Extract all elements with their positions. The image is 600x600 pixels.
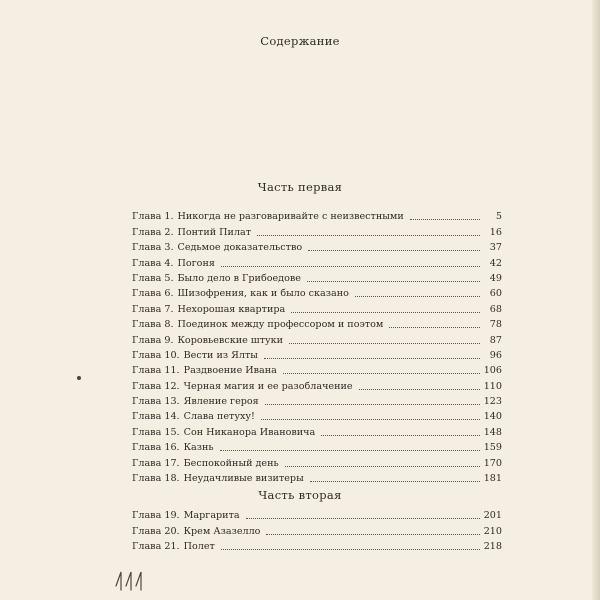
page-number: 123: [483, 396, 502, 408]
chapter-label: Глава 8.: [132, 319, 174, 331]
part-one-chapter-list: [132, 208, 502, 485]
dot-leader: [291, 311, 480, 313]
page-number: 78: [489, 319, 502, 331]
chapter-title: Казнь: [183, 442, 214, 454]
dot-leader: [221, 548, 480, 550]
page-number: 201: [483, 510, 502, 522]
dot-leader: [220, 449, 480, 451]
chapter-title: Крем Азазелло: [183, 525, 261, 537]
dot-leader: [285, 465, 480, 467]
toc-entry: [132, 439, 502, 454]
dot-leader: [310, 480, 480, 482]
toc-entry: [132, 254, 502, 269]
chapter-title: Неудачливые визитеры: [183, 473, 304, 485]
dot-leader: [257, 234, 480, 236]
dot-leader: [289, 342, 480, 344]
dot-leader: [264, 357, 480, 359]
toc-entry: [132, 470, 502, 485]
page-number: 181: [483, 473, 502, 485]
dot-leader: [410, 218, 480, 220]
chapter-label: Глава 10.: [132, 349, 180, 361]
page-edge-shadow: [592, 0, 600, 600]
chapter-title: Было дело в Грибоедове: [177, 272, 301, 284]
toc-entry: [132, 507, 502, 522]
chapter-label: Глава 18.: [132, 473, 180, 485]
page-number: 170: [483, 457, 502, 469]
page-number: 42: [489, 257, 502, 269]
chapter-label: Глава 12.: [132, 380, 180, 392]
chapter-label: Глава 15.: [132, 426, 180, 438]
toc-entry: [132, 423, 502, 438]
page-number: 106: [483, 365, 502, 377]
chapter-label: Глава 16.: [132, 442, 180, 454]
dot-leader: [308, 249, 480, 251]
chapter-label: Глава 4.: [132, 257, 174, 269]
chapter-title: Маргарита: [183, 510, 240, 522]
chapter-title: Никогда не разговаривайте с неизвестными: [177, 211, 404, 223]
page-number: 210: [483, 525, 502, 537]
page-number: 16: [489, 226, 502, 238]
dot-leader: [261, 418, 480, 420]
handwritten-number-mark: [112, 568, 144, 592]
toc-entry: [132, 285, 502, 300]
page-number: 140: [483, 411, 502, 423]
toc-entry: [132, 538, 502, 553]
page-number: 5: [495, 211, 502, 223]
chapter-label: Глава 19.: [132, 510, 180, 522]
toc-entry: [132, 208, 502, 223]
dot-leader: [283, 372, 480, 374]
chapter-label: Глава 21.: [132, 541, 180, 553]
chapter-label: Глава 9.: [132, 334, 174, 346]
part-one-title: Часть первая: [257, 180, 343, 194]
chapter-title: Седьмое доказательство: [177, 242, 303, 254]
toc-entry: [132, 223, 502, 238]
dot-leader: [266, 533, 479, 535]
page-number: 148: [483, 426, 502, 438]
page-number: 87: [489, 334, 502, 346]
chapter-title: Поединок между профессором и поэтом: [177, 319, 384, 331]
dot-leader: [265, 403, 480, 405]
chapter-title: Полет: [183, 541, 215, 553]
toc-entry: [132, 331, 502, 346]
contents-title: Содержание: [260, 34, 340, 48]
chapter-title: Шизофрения, как и было сказано: [177, 288, 349, 300]
chapter-title: Беспокойный день: [183, 457, 279, 469]
dot-leader: [221, 265, 480, 267]
dot-leader: [359, 388, 480, 390]
chapter-label: Глава 13.: [132, 396, 180, 408]
chapter-label: Глава 2.: [132, 226, 174, 238]
page-number: 159: [483, 442, 502, 454]
margin-dot: [77, 376, 81, 380]
chapter-title: Погоня: [177, 257, 215, 269]
toc-entry: [132, 522, 502, 537]
page-number: 110: [483, 380, 502, 392]
chapter-label: Глава 3.: [132, 242, 174, 254]
page-number: 218: [483, 541, 502, 553]
chapter-label: Глава 14.: [132, 411, 180, 423]
page-number: 37: [489, 242, 502, 254]
chapter-title: Вести из Ялты: [183, 349, 258, 361]
chapter-label: Глава 7.: [132, 303, 174, 315]
dot-leader: [246, 517, 480, 519]
page-number: 60: [489, 288, 502, 300]
chapter-title: Слава петуху!: [183, 411, 255, 423]
chapter-label: Глава 6.: [132, 288, 174, 300]
chapter-title: Коровьевские штуки: [177, 334, 284, 346]
toc-entry: [132, 454, 502, 469]
chapter-title: Черная магия и ее разоблачение: [183, 380, 353, 392]
chapter-title: Нехорошая квартира: [177, 303, 286, 315]
chapter-label: Глава 5.: [132, 272, 174, 284]
dot-leader: [321, 434, 479, 436]
dot-leader: [355, 295, 480, 297]
page-number: 68: [489, 303, 502, 315]
page-number: 49: [489, 272, 502, 284]
toc-entry: [132, 300, 502, 315]
toc-entry: [132, 362, 502, 377]
chapter-title: Раздвоение Ивана: [183, 365, 277, 377]
toc-entry: [132, 270, 502, 285]
chapter-title: Явление героя: [183, 396, 259, 408]
page-number: 96: [489, 349, 502, 361]
part-two-chapter-list: [132, 507, 502, 553]
chapter-label: Глава 1.: [132, 211, 174, 223]
toc-entry: [132, 393, 502, 408]
toc-entry: [132, 377, 502, 392]
toc-entry: [132, 408, 502, 423]
chapter-title: Сон Никанора Ивановича: [183, 426, 316, 438]
dot-leader: [307, 280, 480, 282]
part-two-title: Часть вторая: [258, 488, 342, 502]
chapter-label: Глава 20.: [132, 525, 180, 537]
toc-entry: [132, 239, 502, 254]
chapter-title: Понтий Пилат: [177, 226, 252, 238]
chapter-label: Глава 17.: [132, 457, 180, 469]
toc-entry: [132, 316, 502, 331]
chapter-label: Глава 11.: [132, 365, 180, 377]
dot-leader: [389, 326, 480, 328]
toc-entry: [132, 347, 502, 362]
